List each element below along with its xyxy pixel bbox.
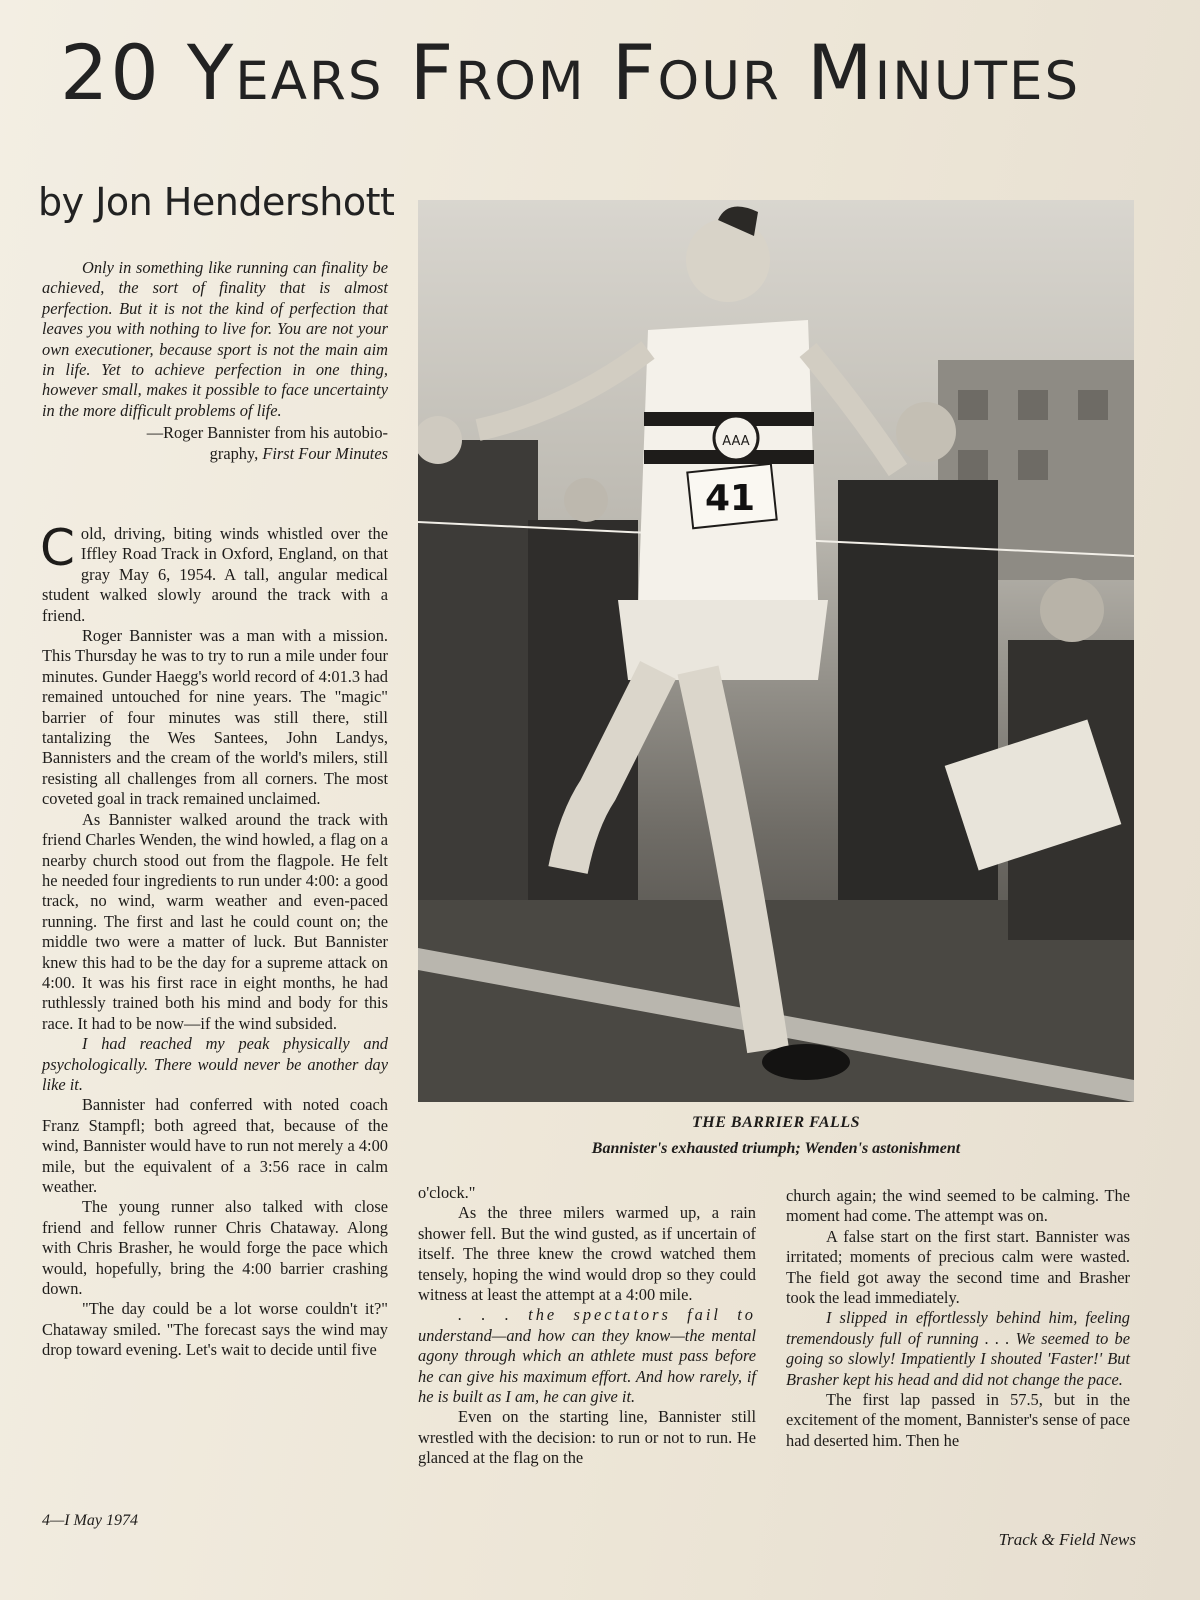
italic-quote [418, 1305, 756, 1407]
photo-illustration [418, 200, 1134, 1102]
paragraph-text: old, driving, biting winds whistled over the Iffley Road Track in Oxford, England, on that gray May 6, 1954. A tall, angular medical student walked slowly around the track with a friend. [42, 524, 388, 625]
epigraph [42, 258, 388, 464]
epigraph-attribution: —Roger Bannister from his autobio- [146, 423, 388, 443]
italic-quote: I had reached my peak physically and psychologically. There would never be another day like it. [42, 1034, 388, 1094]
vest-letters: AAA [722, 434, 750, 449]
paragraph: o'clock." [418, 1183, 476, 1202]
paragraph: "The day could be a lot worse couldn't it?" Chataway smiled. "The forecast says the wind may drop toward evening. Let's wait to decide until five [42, 1299, 388, 1360]
paragraph: The first lap passed in 57.5, but in the excitement of the moment, Bannister's sense of pace had deserted him. Then he [786, 1390, 1130, 1450]
paragraph: Roger Bannister was a man with a mission. This Thursday he was to try to run a mile under four minutes. Gunder Haegg's world record of 4:01.3 had remained untouched for nine years. The "magic" barrier of four minutes was still there, still tantalizing the Wes Santees, John Landys, Bannisters and the cream of the world's milers, still resisting all challenges from all corners. The most coveted goal in track remained unclaimed. [42, 626, 388, 809]
headline: 20 Years From Four Minutes [60, 28, 1081, 117]
column-3 [786, 1186, 1130, 1451]
drop-cap: C [40, 519, 75, 577]
attribution-prefix: graphy, [209, 443, 263, 463]
epigraph-text: Only in something like running can finality be achieved, the sort of finality that is almost perfection. But it is not the kind of perfection that leaves you with nothing to live for. You are not your own executioner, because sport is not the main aim in life. Yet to achieve perfection in one thing, however small, makes it possible to face uncertainty in the more difficult problems of life. [42, 258, 388, 420]
paragraph: church again; the wind seemed to be calming. The moment had come. The attempt was on. [786, 1186, 1130, 1226]
paragraph [40, 519, 388, 626]
paragraph: A false start on the first start. Bannister was irritated; moments of precious calm were wasted. The field got away the second time and Brasher took the lead immediately. [786, 1226, 1130, 1308]
paragraph: Even on the starting line, Bannister still wrestled with the decision: to run or not to run. He glanced at the flag on the [418, 1407, 756, 1468]
column-1 [40, 519, 388, 1361]
bib-number: 41 [704, 478, 756, 519]
page-folio: 4—I May 1974 [42, 1512, 138, 1529]
epigraph-attribution-2 [42, 444, 388, 464]
paragraph: Bannister had conferred with noted coach Franz Stampfl; both agreed that, because of the wind, Bannister would have to run not merely a 4:00 mile, but the equivalent of a 3:56 race in calm weather. [42, 1095, 388, 1196]
photo-caption-subtitle: Bannister's exhausted triumph; Wenden's astonishment [591, 1140, 961, 1157]
byline: by Jon Hendershott [38, 180, 395, 224]
italic-quote: I slipped in effortlessly behind him, feeling tremendously full of running . . . We seemed to be going so slowly! Impatiently I shouted 'Faster!' But Brasher kept his head and did not change the pace. [786, 1308, 1130, 1389]
italic-quote-lead: . . . the spectators fail to [458, 1305, 756, 1325]
finish-line-photo [418, 200, 1134, 1102]
italic-quote-rest: understand—and how can they know—the mental agony through which an athlete must pass before he can give his maximum effort. And how rarely, if he is built as I am, he can give it. [418, 1325, 756, 1407]
paragraph: The young runner also talked with close friend and fellow runner Chris Chataway. Along with Chris Brasher, he would forge the pace which would, hopefully, bring the 4:00 barrier crashing down. [42, 1197, 388, 1299]
book-title: First Four Minutes [262, 443, 388, 463]
magazine-name: Track & Field News [998, 1530, 1136, 1549]
column-2 [418, 1183, 756, 1469]
paragraph: As Bannister walked around the track with friend Charles Wenden, the wind howled, a flag on a nearby church stood out from the flagpole. He felt he needed four ingredients to run under 4:00: a good track, no wind, warm weather and even-paced running. The first and last he could count on; the middle two were a matter of luck. But Bannister knew this had to be the day for a supreme attack on 4:00. It was his first race in eight months, he had ruthlessly trained both his mind and body for this race. It had to be now—if the wind subsided. [42, 809, 388, 1033]
paragraph: As the three milers warmed up, a rain shower fell. But the wind gusted, as if uncertain of itself. The three knew the crowd watched them tensely, hoping the wind would drop so they could witness at least the attempt at a 4:00 mile. [418, 1203, 756, 1305]
photo-caption-title: THE BARRIER FALLS [692, 1114, 860, 1131]
